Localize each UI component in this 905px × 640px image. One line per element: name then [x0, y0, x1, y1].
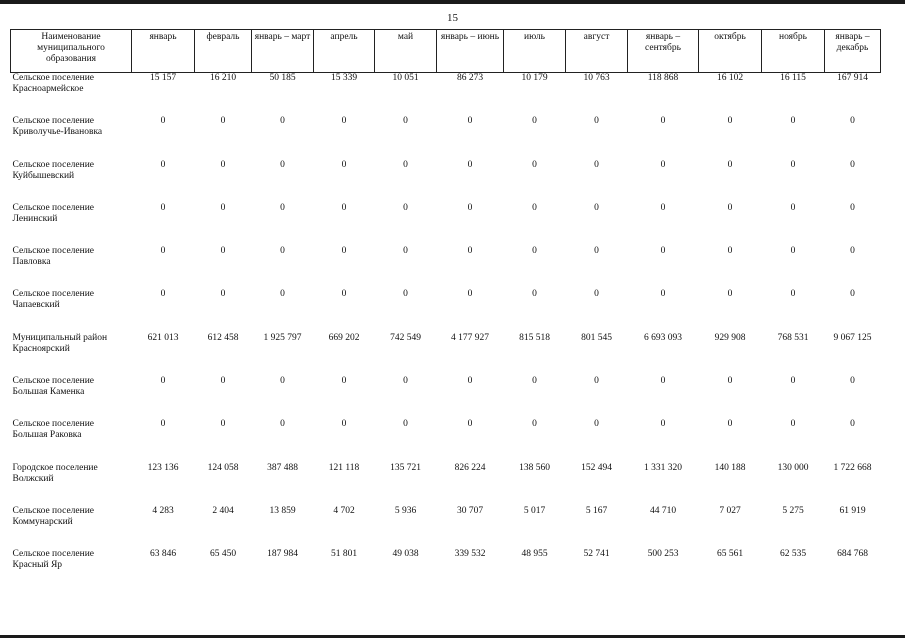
value-cell: 63 846	[149, 549, 177, 560]
value-cell: 0	[280, 376, 285, 387]
value-cell: 826 224	[454, 462, 486, 473]
value-cell: 65 561	[716, 549, 744, 560]
table-row	[11, 116, 881, 159]
value-cell: 0	[850, 376, 855, 387]
value-cell: 13 859	[269, 505, 296, 516]
table-row	[11, 506, 881, 549]
value-cell: 0	[532, 289, 537, 300]
value-cell: 44 710	[649, 505, 677, 516]
value-cell: 0	[160, 246, 166, 257]
value-cell: 0	[660, 116, 666, 127]
value-cell: 339 532	[454, 549, 486, 560]
value-cell: 0	[220, 116, 226, 127]
column-header: январь – июнь	[437, 30, 504, 73]
value-cell: 118 868	[647, 73, 679, 83]
column-header: август	[566, 30, 628, 73]
municipality-name-line: Куйбышевский	[12, 170, 75, 181]
table-row	[11, 73, 881, 117]
value-cell: 0	[403, 376, 408, 387]
value-cell: 0	[727, 376, 733, 387]
value-cell: 0	[727, 246, 733, 257]
value-cell: 0	[594, 376, 599, 387]
value-cell: 0	[280, 246, 285, 257]
value-cell: 0	[790, 116, 796, 127]
value-cell: 0	[403, 419, 408, 430]
value-cell: 0	[403, 246, 408, 257]
municipality-name-line: Сельское поселение	[12, 549, 95, 560]
value-cell: 0	[850, 289, 855, 300]
value-cell: 801 545	[581, 332, 612, 343]
value-cell: 387 488	[267, 462, 298, 473]
value-cell: 0	[467, 116, 473, 127]
municipality-name-cell	[11, 116, 132, 159]
top-border-line	[0, 0, 905, 4]
value-cell: 0	[220, 376, 226, 387]
data-table	[10, 29, 881, 593]
value-cell: 48 955	[521, 549, 548, 560]
municipality-name-line: Сельское поселение	[12, 73, 95, 83]
value-cell: 0	[341, 289, 347, 300]
value-cell: 0	[341, 202, 347, 213]
value-cell: 0	[660, 246, 666, 257]
column-header: июль	[504, 30, 566, 73]
value-cell: 0	[660, 419, 666, 430]
column-header: январь – сентябрь	[628, 30, 699, 73]
municipality-name-line: Чапаевский	[12, 300, 60, 311]
value-cell: 0	[727, 159, 733, 170]
value-cell: 9 067 125	[833, 332, 872, 343]
value-cell: 0	[532, 202, 537, 213]
municipality-name-line: Криволучье-Ивановка	[12, 127, 103, 138]
value-cell: 0	[850, 202, 855, 213]
value-cell: 0	[790, 202, 796, 213]
value-cell: 0	[467, 246, 473, 257]
value-cell: 0	[727, 116, 733, 127]
value-cell: 0	[280, 116, 285, 127]
table-header-row	[11, 30, 881, 73]
municipality-name-line: Сельское поселение	[12, 116, 95, 127]
value-cell: 123 136	[147, 462, 179, 473]
value-cell: 49 038	[392, 549, 419, 560]
table-row	[11, 376, 881, 419]
value-cell: 0	[160, 419, 166, 430]
value-cell: 0	[594, 246, 599, 257]
value-cell: 135 721	[390, 462, 421, 473]
value-cell: 0	[220, 419, 226, 430]
value-cell: 4 283	[152, 505, 174, 516]
value-cell: 0	[790, 289, 796, 300]
value-cell: 10 763	[583, 73, 610, 83]
value-cell: 0	[594, 419, 599, 430]
value-cell: 0	[532, 159, 537, 170]
value-cell: 0	[660, 202, 666, 213]
value-cell: 0	[160, 289, 166, 300]
value-cell: 50 185	[269, 73, 296, 83]
value-cell: 0	[403, 289, 408, 300]
value-cell: 5 936	[394, 505, 417, 516]
municipality-name-cell	[11, 333, 132, 376]
value-cell: 0	[790, 246, 796, 257]
value-cell: 138 560	[519, 462, 550, 473]
column-header: январь – декабрь	[825, 30, 881, 73]
value-cell: 0	[341, 159, 347, 170]
value-cell: 0	[403, 159, 408, 170]
value-cell: 0	[280, 419, 285, 430]
value-cell: 2 404	[212, 505, 234, 516]
value-cell: 0	[280, 159, 285, 170]
column-header: ноябрь	[762, 30, 825, 73]
table-row	[11, 289, 881, 332]
column-header: октябрь	[699, 30, 762, 73]
municipality-name-line: Павловка	[12, 257, 51, 268]
municipality-name-line: Ленинский	[12, 213, 58, 224]
value-cell: 30 707	[456, 505, 484, 516]
value-cell: 0	[532, 419, 537, 430]
municipality-name-line: Муниципальный район	[12, 332, 108, 343]
value-cell: 15 339	[330, 73, 358, 83]
table-row	[11, 160, 881, 203]
municipality-name-cell	[11, 160, 132, 203]
municipality-name-line: Большая Каменка	[12, 387, 85, 398]
municipality-name-cell	[11, 246, 132, 289]
value-cell: 0	[850, 246, 855, 257]
value-cell: 0	[220, 246, 226, 257]
value-cell: 0	[594, 159, 599, 170]
value-cell: 815 518	[519, 332, 550, 343]
value-cell: 0	[341, 116, 347, 127]
value-cell: 4 177 927	[451, 332, 489, 343]
municipality-name-line: Сельское поселение	[12, 246, 95, 257]
municipality-name-line: Волжский	[12, 473, 54, 484]
value-cell: 1 722 668	[833, 462, 872, 473]
value-cell: 0	[532, 376, 537, 387]
municipality-name-line: Сельское поселение	[12, 419, 95, 430]
table-row	[11, 333, 881, 376]
value-cell: 140 188	[714, 462, 746, 473]
value-cell: 121 118	[328, 462, 360, 473]
value-cell: 0	[727, 289, 733, 300]
value-cell: 0	[341, 376, 347, 387]
value-cell: 0	[727, 202, 733, 213]
value-cell: 684 768	[837, 549, 868, 560]
value-cell: 0	[850, 159, 855, 170]
value-cell: 65 450	[209, 549, 237, 560]
value-cell: 10 179	[521, 73, 548, 83]
municipality-name-line: Красноармейское	[12, 84, 84, 94]
value-cell: 0	[790, 376, 796, 387]
value-cell: 621 013	[147, 332, 179, 343]
value-cell: 5 167	[585, 505, 608, 516]
value-cell: 0	[727, 419, 733, 430]
municipality-name-line: Коммунарский	[12, 516, 73, 527]
municipality-name-line: Сельское поселение	[12, 159, 95, 170]
municipality-name-line: Большая Раковка	[12, 430, 82, 441]
value-cell: 0	[403, 202, 408, 213]
value-cell: 4 702	[333, 505, 355, 516]
table-row	[11, 419, 881, 462]
municipality-name-cell	[11, 463, 132, 506]
bottom-border-line	[0, 635, 905, 638]
value-cell: 0	[341, 246, 347, 257]
value-cell: 16 102	[716, 73, 744, 83]
municipality-name-cell	[11, 419, 132, 462]
value-cell: 0	[790, 159, 796, 170]
municipality-name-cell	[11, 376, 132, 419]
municipality-name-line: Сельское поселение	[12, 505, 95, 516]
municipality-name-line: Городское поселение	[12, 462, 98, 473]
value-cell: 0	[660, 376, 666, 387]
value-cell: 167 914	[837, 73, 868, 83]
value-cell: 0	[594, 116, 599, 127]
municipality-name-line: Сельское поселение	[12, 289, 95, 300]
value-cell: 62 535	[779, 549, 807, 560]
value-cell: 0	[160, 376, 166, 387]
value-cell: 768 531	[777, 332, 809, 343]
value-cell: 0	[790, 419, 796, 430]
value-cell: 0	[660, 289, 666, 300]
table-row	[11, 203, 881, 246]
value-cell: 612 458	[207, 332, 239, 343]
value-cell: 929 908	[714, 332, 746, 343]
municipality-name-cell	[11, 549, 132, 592]
page-number: 15	[447, 12, 458, 24]
value-cell: 0	[341, 419, 347, 430]
table-row	[11, 463, 881, 506]
column-header: январь	[132, 30, 195, 73]
value-cell: 0	[467, 376, 473, 387]
municipality-name-line: Сельское поселение	[12, 376, 95, 387]
value-cell: 124 058	[207, 462, 239, 473]
value-cell: 0	[467, 202, 473, 213]
value-cell: 0	[467, 289, 473, 300]
value-cell: 5 017	[523, 505, 546, 516]
value-cell: 0	[660, 159, 666, 170]
municipality-name-cell	[11, 203, 132, 246]
value-cell: 0	[467, 419, 473, 430]
value-cell: 0	[220, 289, 226, 300]
municipality-name-cell	[11, 289, 132, 332]
value-cell: 0	[594, 289, 599, 300]
value-cell: 152 494	[581, 462, 612, 473]
value-cell: 86 273	[456, 73, 484, 83]
value-cell: 0	[280, 289, 285, 300]
value-cell: 1 331 320	[644, 462, 682, 473]
value-cell: 0	[220, 159, 226, 170]
value-cell: 0	[160, 116, 166, 127]
value-cell: 52 741	[583, 549, 610, 560]
value-cell: 1 925 797	[263, 332, 302, 343]
value-cell: 0	[220, 202, 226, 213]
table-row	[11, 549, 881, 592]
table-row	[11, 246, 881, 289]
column-header: февраль	[195, 30, 252, 73]
value-cell: 0	[532, 116, 537, 127]
value-cell: 16 210	[209, 73, 237, 83]
column-header: апрель	[314, 30, 375, 73]
value-cell: 0	[594, 202, 599, 213]
municipality-name-line: Красноярский	[12, 343, 70, 354]
value-cell: 0	[280, 202, 285, 213]
table-body	[11, 73, 881, 593]
value-cell: 0	[467, 159, 473, 170]
value-cell: 51 801	[330, 549, 358, 560]
value-cell: 61 919	[839, 505, 866, 516]
column-header: январь – март	[252, 30, 314, 73]
value-cell: 5 275	[782, 505, 804, 516]
value-cell: 0	[850, 419, 855, 430]
value-cell: 0	[160, 202, 166, 213]
municipality-name-cell	[11, 73, 132, 117]
value-cell: 0	[403, 116, 408, 127]
value-cell: 6 693 093	[644, 332, 682, 343]
value-cell: 742 549	[390, 332, 421, 343]
value-cell: 15 157	[149, 73, 177, 83]
value-cell: 669 202	[328, 332, 360, 343]
municipality-name-cell	[11, 506, 132, 549]
value-cell: 0	[160, 159, 166, 170]
value-cell: 10 051	[392, 73, 419, 83]
value-cell: 187 984	[267, 549, 298, 560]
column-header: Наименование муниципального образования	[11, 30, 132, 73]
column-header: май	[375, 30, 437, 73]
value-cell: 7 027	[719, 505, 741, 516]
municipality-name-line: Красный Яр	[12, 560, 63, 571]
municipality-name-line: Сельское поселение	[12, 202, 95, 213]
value-cell: 0	[850, 116, 855, 127]
value-cell: 16 115	[780, 73, 806, 83]
value-cell: 130 000	[777, 462, 809, 473]
value-cell: 500 253	[647, 549, 679, 560]
value-cell: 0	[532, 246, 537, 257]
